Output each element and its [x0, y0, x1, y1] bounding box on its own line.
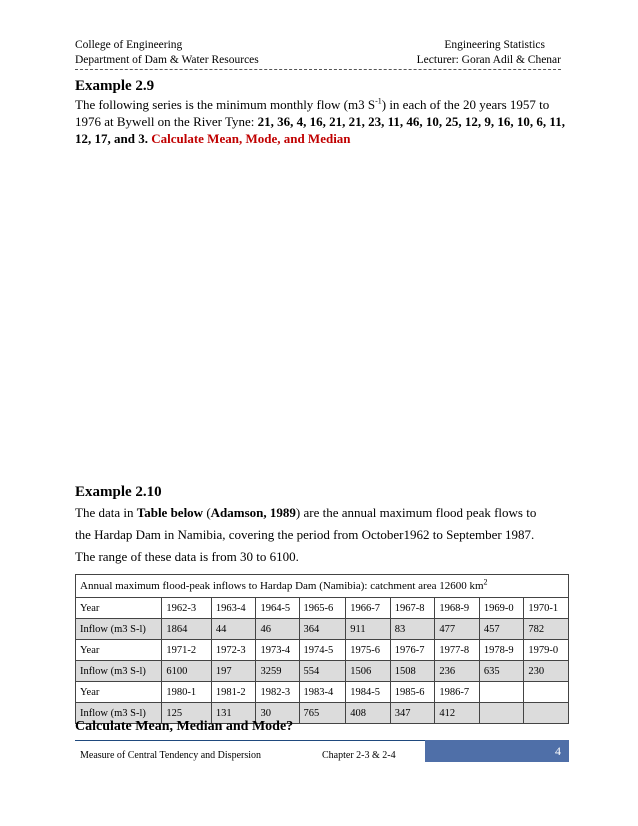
table-cell: 1970-1 — [524, 598, 569, 619]
citation: Adamson, 1989 — [210, 505, 296, 520]
table-cell — [479, 682, 524, 703]
table-cell: 1974-5 — [299, 640, 346, 661]
table-cell: 197 — [211, 661, 256, 682]
row-header-cell: Inflow (m3 S-l) — [76, 619, 162, 640]
row-header-cell: Year — [76, 598, 162, 619]
table-cell: 1508 — [390, 661, 435, 682]
table-cell: 230 — [524, 661, 569, 682]
table-row — [76, 661, 569, 682]
table-cell: 457 — [479, 619, 524, 640]
table-cell — [524, 682, 569, 703]
flow-series: 21, 36, 4, 16, 21, 21, 23, 11, 46, 10, 25, 12, 9, 16, 10, 6, 11, 12, 17, and 3. — [75, 114, 565, 146]
row-header-cell: Year — [76, 640, 162, 661]
example-2-9-title: Example 2.9 — [75, 78, 155, 94]
table-cell: 1964-5 — [256, 598, 299, 619]
footer-left-text: Measure of Central Tendency and Dispersion — [80, 750, 262, 761]
table-row — [76, 682, 569, 703]
table-cell: 1864 — [162, 619, 212, 640]
table-cell: 1986-7 — [435, 682, 480, 703]
example-2-9-text — [75, 96, 565, 147]
table-cell: 1966-7 — [346, 598, 391, 619]
table-cell: 1962-3 — [162, 598, 212, 619]
table-cell: 347 — [390, 703, 435, 724]
example-2-10-t3: ( — [203, 505, 211, 520]
header-left — [75, 38, 259, 68]
table-cell: 1984-5 — [346, 682, 391, 703]
header-right — [417, 38, 561, 68]
table-cell: 408 — [346, 703, 391, 724]
example-2-9-text-b: ) in each of the 20 years 1957 to 1976 at Bywell on the River Tyne: — [75, 97, 550, 129]
unit-superscript: -1 — [375, 96, 382, 106]
table-cell: 131 — [211, 703, 256, 724]
table-row — [76, 619, 569, 640]
table-caption-text: Annual maximum flood-peak inflows to Hardap Dam (Namibia): catchment area 12600 km — [80, 580, 484, 592]
row-header-cell: Year — [76, 682, 162, 703]
table-cell: 1969-0 — [479, 598, 524, 619]
department-name: Department of Dam & Water Resources — [75, 54, 259, 66]
table-cell: 364 — [299, 619, 346, 640]
example-2-10-t5: ) are the annual maximum flood peak flows to the Hardap Dam in Namibia, covering the period from October1962 to September 1987. The range of these data is from 30 to 6100. — [75, 505, 537, 564]
table-cell: 236 — [435, 661, 480, 682]
footer-chapter-text: Chapter 2-3 & 2-4 — [322, 750, 396, 761]
table-cell: 1980-1 — [162, 682, 212, 703]
flood-peak-table — [75, 574, 569, 724]
example-2-10-question: Calculate Mean, Median and Mode? — [75, 719, 294, 734]
table-cell: 635 — [479, 661, 524, 682]
table-cell: 30 — [256, 703, 299, 724]
table-cell: 1979-0 — [524, 640, 569, 661]
table-cell: 125 — [162, 703, 212, 724]
table-cell: 44 — [211, 619, 256, 640]
table-caption-sup: 2 — [483, 577, 488, 587]
table-cell: 1985-6 — [390, 682, 435, 703]
row-header-cell: Inflow (m3 S-l) — [76, 661, 162, 682]
table-row — [76, 598, 569, 619]
table-cell: 1971-2 — [162, 640, 212, 661]
table-row — [76, 640, 569, 661]
table-cell: 1972-3 — [211, 640, 256, 661]
table-cell: 46 — [256, 619, 299, 640]
table-cell — [479, 703, 524, 724]
table-cell: 1967-8 — [390, 598, 435, 619]
table-cell: 765 — [299, 703, 346, 724]
table-cell: 1965-6 — [299, 598, 346, 619]
table-cell: 1968-9 — [435, 598, 480, 619]
table-cell: 1983-4 — [299, 682, 346, 703]
example-2-10-t1: The data in — [75, 505, 137, 520]
table-reference: Table below — [136, 505, 204, 520]
table-body — [76, 598, 569, 724]
example-2-10-text — [75, 502, 555, 568]
table-cell: 477 — [435, 619, 480, 640]
table-cell: 1973-4 — [256, 640, 299, 661]
example-2-9-task: Calculate Mean, Mode, and Median — [151, 131, 351, 146]
table-cell — [524, 703, 569, 724]
table-cell: 83 — [390, 619, 435, 640]
table-cell: 1976-7 — [390, 640, 435, 661]
header-divider — [75, 69, 561, 70]
course-name: Engineering Statistics — [444, 39, 545, 51]
table-cell: 911 — [346, 619, 391, 640]
lecturer-name: Lecturer: Goran Adil & Chenar — [416, 54, 561, 66]
table-cell: 1982-3 — [256, 682, 299, 703]
table-cell: 1981-2 — [211, 682, 256, 703]
page-number: 4 — [425, 740, 569, 762]
table-cell: 1963-4 — [211, 598, 256, 619]
table-caption — [76, 575, 569, 598]
table-cell: 1506 — [346, 661, 391, 682]
table-cell: 412 — [435, 703, 480, 724]
table-cell: 1975-6 — [346, 640, 391, 661]
row-header-cell: Inflow (m3 S-l) — [76, 703, 162, 724]
example-2-10-title: Example 2.10 — [75, 484, 162, 500]
table-cell: 1977-8 — [435, 640, 480, 661]
table-cell: 6100 — [162, 661, 212, 682]
college-name: College of Engineering — [75, 39, 183, 51]
table-cell: 3259 — [256, 661, 299, 682]
table-cell: 782 — [524, 619, 569, 640]
table-cell: 1978-9 — [479, 640, 524, 661]
table-caption-row — [76, 575, 569, 598]
example-2-9-text-a: The following series is the minimum monthly flow (m3 S — [75, 97, 376, 112]
table-cell: 554 — [299, 661, 346, 682]
